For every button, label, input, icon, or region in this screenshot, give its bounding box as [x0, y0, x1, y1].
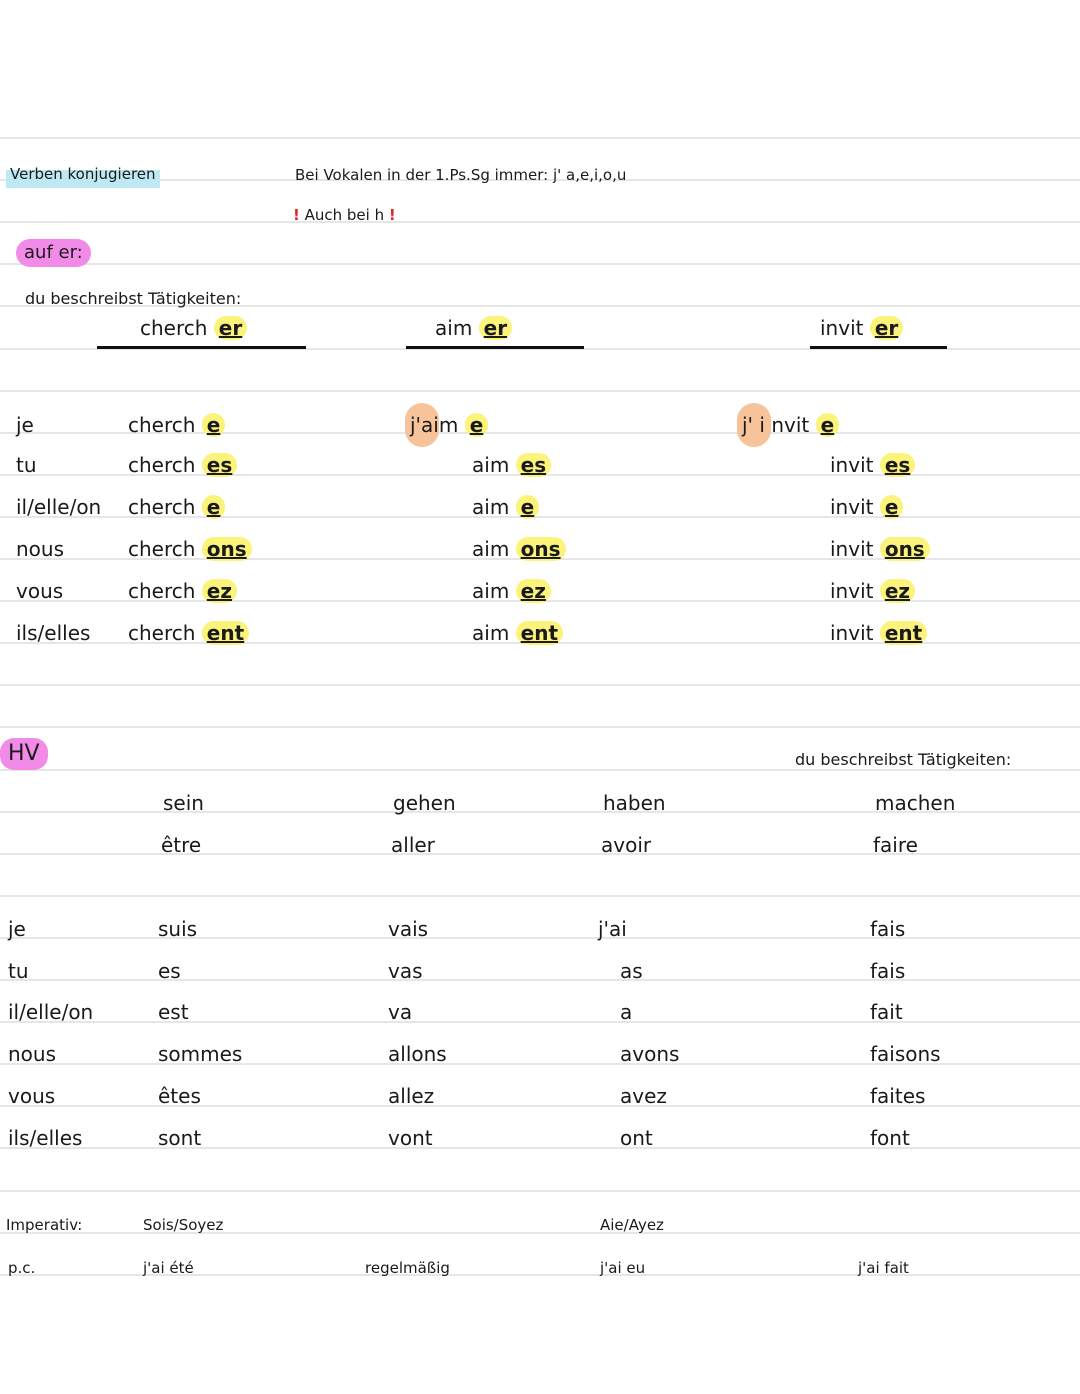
conjugated-form: ont	[620, 1126, 653, 1150]
hv-subtitle: du beschreibst Tätigkeiten:	[795, 750, 1012, 769]
form-stem: j' i nvit	[742, 413, 810, 437]
pc-label: p.c.	[8, 1259, 36, 1277]
form-stem-wrap	[830, 577, 873, 605]
form-stem: cherch	[128, 453, 196, 477]
form-stem: invit	[830, 621, 874, 645]
form-ending: ons	[516, 537, 566, 561]
verb-stem: aim	[435, 316, 473, 340]
pronoun: nous	[16, 537, 65, 561]
exclamation-mark: !	[293, 206, 300, 224]
conjugated-form: es	[158, 959, 181, 983]
conjugated-form: vais	[388, 917, 429, 941]
form-stem-wrap	[472, 577, 509, 605]
pronoun: ils/elles	[8, 1126, 83, 1150]
pronoun: je	[8, 917, 26, 941]
conjugated-form: suis	[158, 917, 198, 941]
conjugated-form	[472, 451, 551, 479]
conjugated-form: vont	[388, 1126, 433, 1150]
ruled-line	[0, 684, 1080, 686]
imperativ-form: Aie/Ayez	[600, 1216, 664, 1234]
form-stem: aim	[472, 621, 510, 645]
conjugated-form: êtes	[158, 1084, 201, 1108]
passe-compose-form: regelmäßig	[365, 1259, 450, 1277]
passe-compose-form: j'ai eu	[600, 1259, 646, 1277]
form-stem-wrap	[472, 493, 509, 521]
form-ending: ent	[880, 621, 927, 645]
conjugated-form: sont	[158, 1126, 202, 1150]
conjugated-form	[472, 577, 551, 605]
german-infinitive: gehen	[393, 791, 456, 815]
form-stem: invit	[830, 537, 874, 561]
french-infinitive: faire	[873, 833, 918, 857]
form-stem-wrap	[830, 535, 873, 563]
french-infinitive: aller	[391, 833, 435, 857]
conjugated-form	[128, 493, 225, 521]
form-stem-wrap	[128, 411, 195, 439]
conjugated-form	[128, 451, 237, 479]
pronoun: nous	[8, 1042, 57, 1066]
conjugated-form: font	[870, 1126, 910, 1150]
form-stem: aim	[472, 453, 510, 477]
conjugated-form: allez	[388, 1084, 435, 1108]
form-ending: ez	[880, 579, 915, 603]
form-ending: ons	[202, 537, 252, 561]
conjugated-form	[830, 535, 930, 563]
pronoun: il/elle/on	[16, 495, 102, 519]
conjugated-form: faisons	[870, 1042, 941, 1066]
conjugated-form	[472, 535, 566, 563]
verb-ending: er	[870, 316, 903, 340]
form-ending: e	[880, 495, 904, 519]
verb-ending: er	[479, 316, 512, 340]
conjugated-form	[128, 411, 225, 439]
pronoun: tu	[8, 959, 29, 983]
form-stem: aim	[472, 579, 510, 603]
form-stem: invit	[830, 453, 874, 477]
conjugated-form: fait	[870, 1000, 903, 1024]
ruled-line	[0, 263, 1080, 265]
conjugated-form: vas	[388, 959, 423, 983]
ruled-line	[0, 390, 1080, 392]
conjugated-form	[128, 577, 237, 605]
conjugated-form: sommes	[158, 1042, 243, 1066]
form-stem-wrap	[830, 451, 873, 479]
ruled-line	[0, 726, 1080, 728]
conjugated-form: va	[388, 1000, 413, 1024]
french-infinitive: être	[161, 833, 202, 857]
conjugated-form	[128, 535, 252, 563]
french-infinitive: avoir	[601, 833, 652, 857]
hv-section-label: HV	[0, 738, 48, 770]
verb-stem: cherch	[140, 316, 208, 340]
form-stem-wrap	[128, 577, 195, 605]
imperativ-label: Imperativ:	[6, 1216, 83, 1234]
ruled-line	[0, 895, 1080, 897]
form-ending: ent	[516, 621, 563, 645]
form-stem: invit	[830, 579, 874, 603]
conjugated-form: fais	[870, 917, 906, 941]
form-ending: es	[202, 453, 237, 477]
pronoun: tu	[16, 453, 37, 477]
er-section-label: auf er:	[16, 239, 91, 267]
conjugated-form	[830, 577, 915, 605]
conjugated-form: as	[620, 959, 643, 983]
form-stem: cherch	[128, 579, 196, 603]
conjugated-form	[472, 619, 563, 647]
form-ending: ez	[202, 579, 237, 603]
conjugated-form: faites	[870, 1084, 926, 1108]
form-stem: invit	[830, 495, 874, 519]
page-title: Verben konjugieren	[6, 160, 160, 188]
form-stem: cherch	[128, 495, 196, 519]
ruled-line	[0, 137, 1080, 139]
conjugated-form	[830, 451, 915, 479]
verb-ending: er	[214, 316, 247, 340]
conjugated-form	[830, 493, 903, 521]
conjugated-form: a	[620, 1000, 633, 1024]
passe-compose-form: j'ai été	[143, 1259, 194, 1277]
german-infinitive: machen	[875, 791, 956, 815]
form-ending: es	[516, 453, 551, 477]
h-note-text: Auch bei h	[304, 206, 385, 224]
h-note	[293, 201, 396, 229]
form-stem-wrap	[128, 493, 195, 521]
conjugated-form	[410, 411, 488, 439]
form-stem-wrap	[410, 411, 458, 439]
german-infinitive: haben	[603, 791, 666, 815]
form-stem: cherch	[128, 537, 196, 561]
exclamation-mark: !	[388, 206, 396, 224]
form-ending: e	[202, 495, 226, 519]
infinitive	[140, 314, 247, 342]
conjugated-form	[742, 411, 839, 439]
form-stem-wrap	[472, 451, 509, 479]
form-stem: aim	[472, 537, 510, 561]
german-infinitive: sein	[163, 791, 204, 815]
conjugated-form	[128, 619, 249, 647]
form-stem: cherch	[128, 621, 196, 645]
pronoun: je	[16, 413, 34, 437]
form-stem-wrap	[830, 493, 873, 521]
form-ending: e	[465, 413, 489, 437]
conjugated-form	[830, 619, 927, 647]
form-stem-wrap	[472, 535, 509, 563]
form-stem: cherch	[128, 413, 196, 437]
form-stem: aim	[472, 495, 510, 519]
form-stem-wrap	[472, 619, 509, 647]
ruled-line	[0, 221, 1080, 223]
conjugated-form: fais	[870, 959, 906, 983]
form-ending: e	[816, 413, 840, 437]
infinitive	[820, 314, 903, 342]
form-ending: ent	[202, 621, 249, 645]
er-subtitle: du beschreibst Tätigkeiten:	[25, 289, 242, 308]
conjugated-form: allons	[388, 1042, 447, 1066]
passe-compose-form: j'ai fait	[858, 1259, 909, 1277]
form-ending: e	[516, 495, 540, 519]
form-stem-wrap	[742, 411, 809, 439]
conjugated-form	[472, 493, 539, 521]
form-stem-wrap	[830, 619, 873, 647]
verb-stem: invit	[820, 316, 864, 340]
infinitive-underline	[406, 346, 584, 349]
form-stem-wrap	[128, 619, 195, 647]
form-ending: ons	[880, 537, 930, 561]
form-stem-wrap	[128, 451, 195, 479]
form-stem: j'aim	[410, 413, 459, 437]
form-stem-wrap	[128, 535, 195, 563]
pronoun: vous	[8, 1084, 56, 1108]
pronoun: ils/elles	[16, 621, 91, 645]
form-ending: es	[880, 453, 915, 477]
imperativ-form: Sois/Soyez	[143, 1216, 224, 1234]
conjugated-form: avons	[620, 1042, 680, 1066]
infinitive	[435, 314, 512, 342]
infinitive-underline	[810, 346, 947, 349]
form-ending: e	[202, 413, 226, 437]
conjugated-form: avez	[620, 1084, 667, 1108]
pronoun: il/elle/on	[8, 1000, 94, 1024]
vowel-rule: Bei Vokalen in der 1.Ps.Sg immer: j' a,e,i,o,u	[295, 166, 627, 184]
pronoun: vous	[16, 579, 64, 603]
ruled-line	[0, 1190, 1080, 1192]
form-ending: ez	[516, 579, 551, 603]
infinitive-underline	[97, 346, 306, 349]
conjugated-form: j'ai	[598, 917, 627, 941]
conjugated-form: est	[158, 1000, 189, 1024]
